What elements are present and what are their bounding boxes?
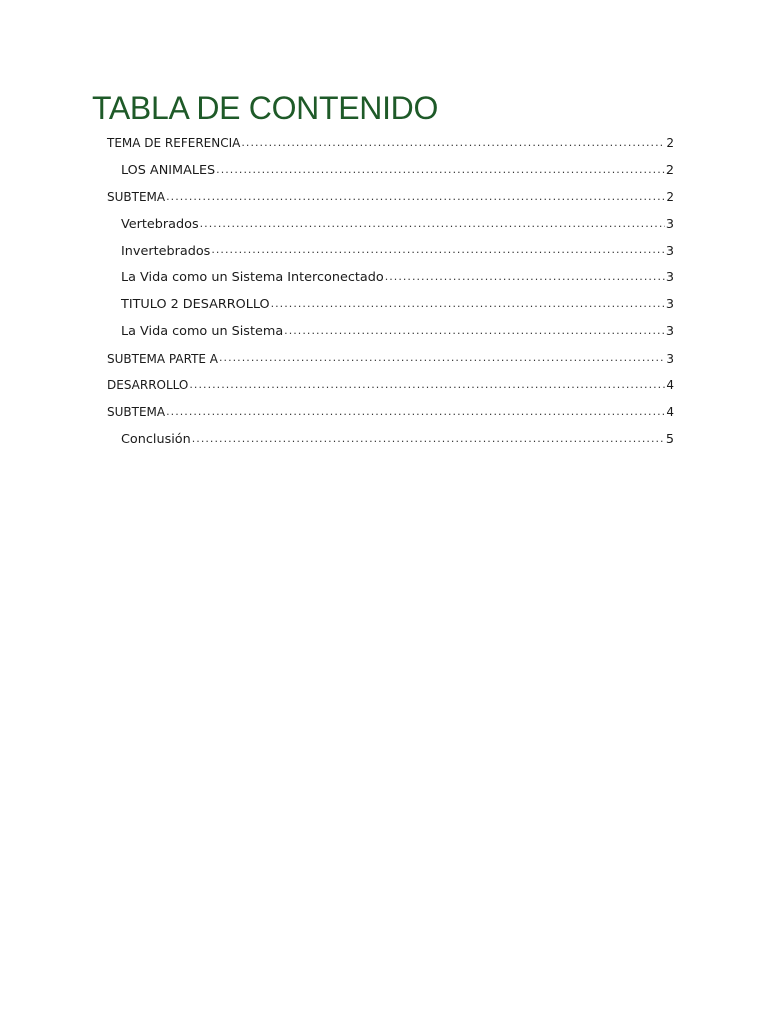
toc-entry-page: 3 bbox=[665, 297, 674, 313]
toc-entry-page: 4 bbox=[666, 378, 674, 393]
toc-entry-label: Vertebrados bbox=[121, 216, 199, 232]
toc-entry[interactable] bbox=[0, 426, 674, 453]
toc-entry[interactable] bbox=[0, 211, 674, 238]
toc-entry[interactable] bbox=[0, 130, 674, 157]
toc-entry-label: SUBTEMA bbox=[107, 405, 166, 420]
toc-dot-leader bbox=[200, 216, 665, 234]
toc-entry-label: LOS ANIMALES bbox=[121, 162, 216, 178]
toc-entry-page: 3 bbox=[665, 324, 674, 340]
toc-entry[interactable] bbox=[0, 318, 674, 345]
toc-dot-leader bbox=[241, 135, 665, 153]
toc-dot-leader bbox=[166, 189, 665, 207]
toc-dot-leader bbox=[192, 431, 665, 449]
toc-entry[interactable] bbox=[0, 238, 674, 265]
toc-entry-label: La Vida como un Sistema Interconectado bbox=[121, 270, 384, 286]
toc-entry-page: 4 bbox=[666, 405, 674, 420]
toc-entry-label: La Vida como un Sistema bbox=[121, 324, 284, 340]
toc-entry[interactable] bbox=[0, 291, 674, 318]
toc-entry-label: TITULO 2 DESARROLLO bbox=[121, 297, 270, 313]
toc-dot-leader bbox=[219, 350, 665, 368]
toc-dot-leader bbox=[166, 404, 665, 422]
toc-entry[interactable] bbox=[0, 264, 674, 291]
toc-entry-label: Conclusión bbox=[121, 431, 191, 447]
toc-title: TABLA DE CONTENIDO bbox=[92, 90, 439, 126]
toc-entry-label: SUBTEMA bbox=[107, 190, 166, 205]
toc-entry[interactable] bbox=[0, 399, 674, 426]
toc-entry-page: 3 bbox=[665, 243, 674, 259]
toc-entry-page: 3 bbox=[665, 216, 674, 232]
toc-dot-leader bbox=[189, 377, 665, 395]
toc-entry[interactable] bbox=[0, 372, 674, 399]
toc-entry[interactable] bbox=[0, 157, 674, 184]
toc-entry[interactable] bbox=[0, 184, 674, 211]
toc-entry-label: SUBTEMA PARTE A bbox=[107, 351, 218, 366]
toc-list bbox=[0, 130, 768, 453]
toc-dot-leader bbox=[271, 296, 665, 314]
toc-entry-page: 2 bbox=[666, 136, 674, 151]
toc-entry-page: 2 bbox=[666, 190, 674, 205]
toc-entry-page: 2 bbox=[665, 162, 674, 178]
toc-entry[interactable] bbox=[0, 345, 674, 372]
toc-dot-leader bbox=[211, 242, 665, 260]
toc-dot-leader bbox=[284, 323, 665, 341]
toc-entry-label: DESARROLLO bbox=[107, 378, 189, 393]
toc-entry-page: 3 bbox=[665, 270, 674, 286]
toc-entry-label: TEMA DE REFERENCIA bbox=[107, 136, 241, 151]
toc-dot-leader bbox=[216, 162, 665, 180]
toc-entry-page: 5 bbox=[665, 431, 674, 447]
toc-entry-page: 3 bbox=[666, 351, 674, 366]
toc-dot-leader bbox=[385, 269, 665, 287]
toc-entry-label: Invertebrados bbox=[121, 243, 211, 259]
